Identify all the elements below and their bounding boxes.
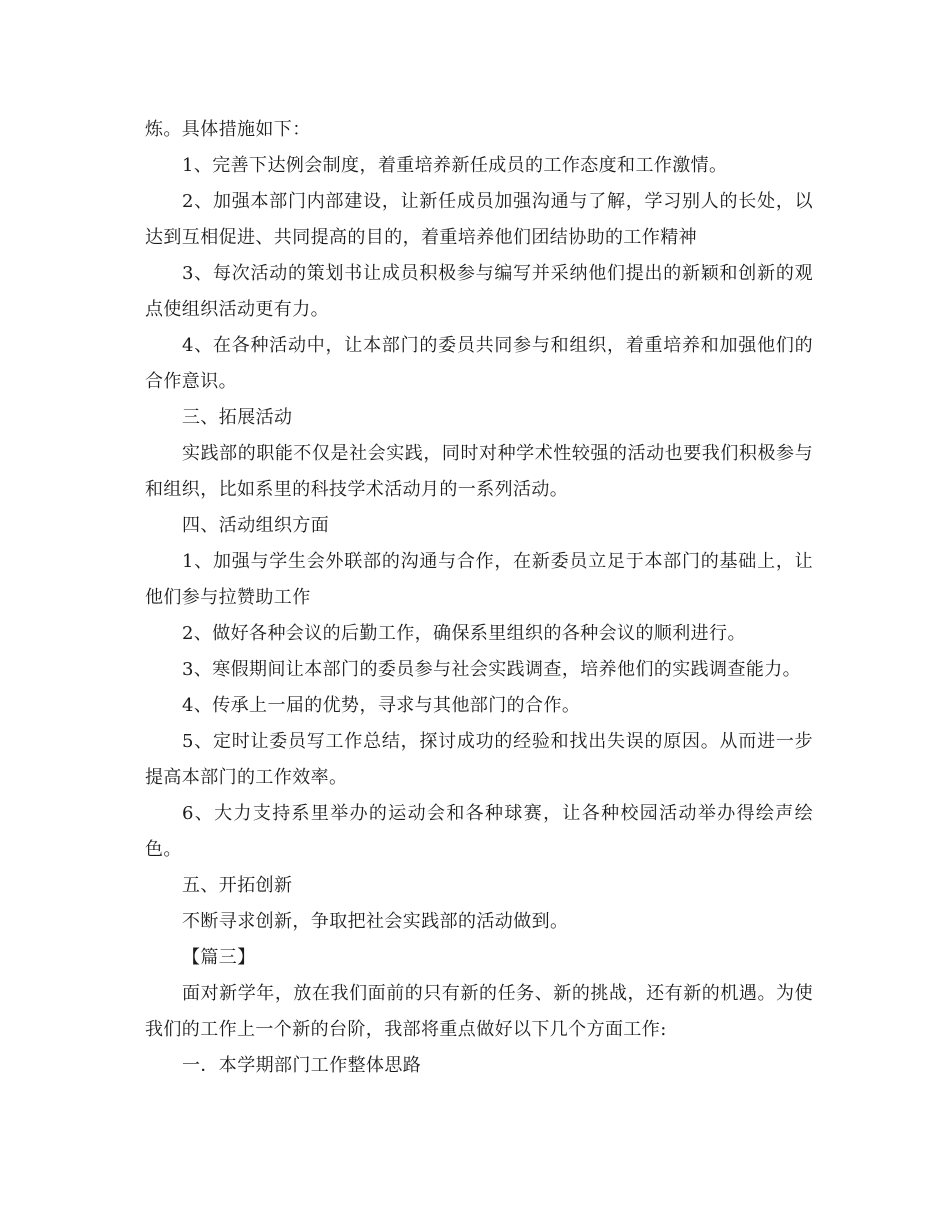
paragraph: 不断寻求创新，争取把社会实践部的活动做到。 xyxy=(182,911,569,932)
section-heading: 四、活动组织方面 xyxy=(182,515,330,536)
paragraph: 炼。具体措施如下： xyxy=(145,119,311,140)
paragraph: 6、大力支持系里举办的运动会和各种球赛，让各种校园活动举办得绘声绘色。 xyxy=(145,803,813,860)
paragraph: 面对新学年，放在我们面前的只有新的任务、新的挑战，还有新的机遇。为使我们的工作上一个新的台阶，我部将重点做好以下几个方面工作: xyxy=(145,983,813,1040)
section-heading: 三、拓展活动 xyxy=(182,407,293,428)
paragraph: 5、定时让委员写工作总结，探讨成功的经验和找出失误的原因。从而进一步提高本部门的工作效率。 xyxy=(145,731,813,788)
paragraph: 4、传承上一届的优势，寻求与其他部门的合作。 xyxy=(182,695,581,716)
paragraph: 4、在各种活动中，让本部门的委员共同参与和组织，着重培养和加强他们的合作意识。 xyxy=(145,335,813,392)
paragraph: 3、每次活动的策划书让成员积极参与编写并采纳他们提出的新颖和创新的观点使组织活动更有力。 xyxy=(145,263,813,320)
document-body xyxy=(145,112,813,1084)
paragraph: 2、做好各种会议的后勤工作，确保系里组织的各种会议的顺利进行。 xyxy=(182,623,746,644)
section-heading: 五、开拓创新 xyxy=(182,875,293,896)
paragraph: 1、完善下达例会制度，着重培养新任成员的工作态度和工作激情。 xyxy=(182,155,728,176)
section-heading: 一．本学期部门工作整体思路 xyxy=(182,1055,422,1076)
paragraph: 3、寒假期间让本部门的委员参与社会实践调查，培养他们的实践调查能力。 xyxy=(182,659,802,680)
paragraph: 1、加强与学生会外联部的沟通与合作，在新委员立足于本部门的基础上，让他们参与拉赞助工作 xyxy=(145,551,813,608)
paragraph: 实践部的职能不仅是社会实践，同时对种学术性较强的活动也要我们积极参与和组织，比如系里的科技学术活动月的一系列活动。 xyxy=(145,443,813,500)
paragraph: 2、加强本部门内部建设，让新任成员加强沟通与了解，学习别人的长处，以达到互相促进、共同提高的目的，着重培养他们团结协助的工作精神 xyxy=(145,191,813,248)
part-heading: 【篇三】 xyxy=(182,947,256,968)
